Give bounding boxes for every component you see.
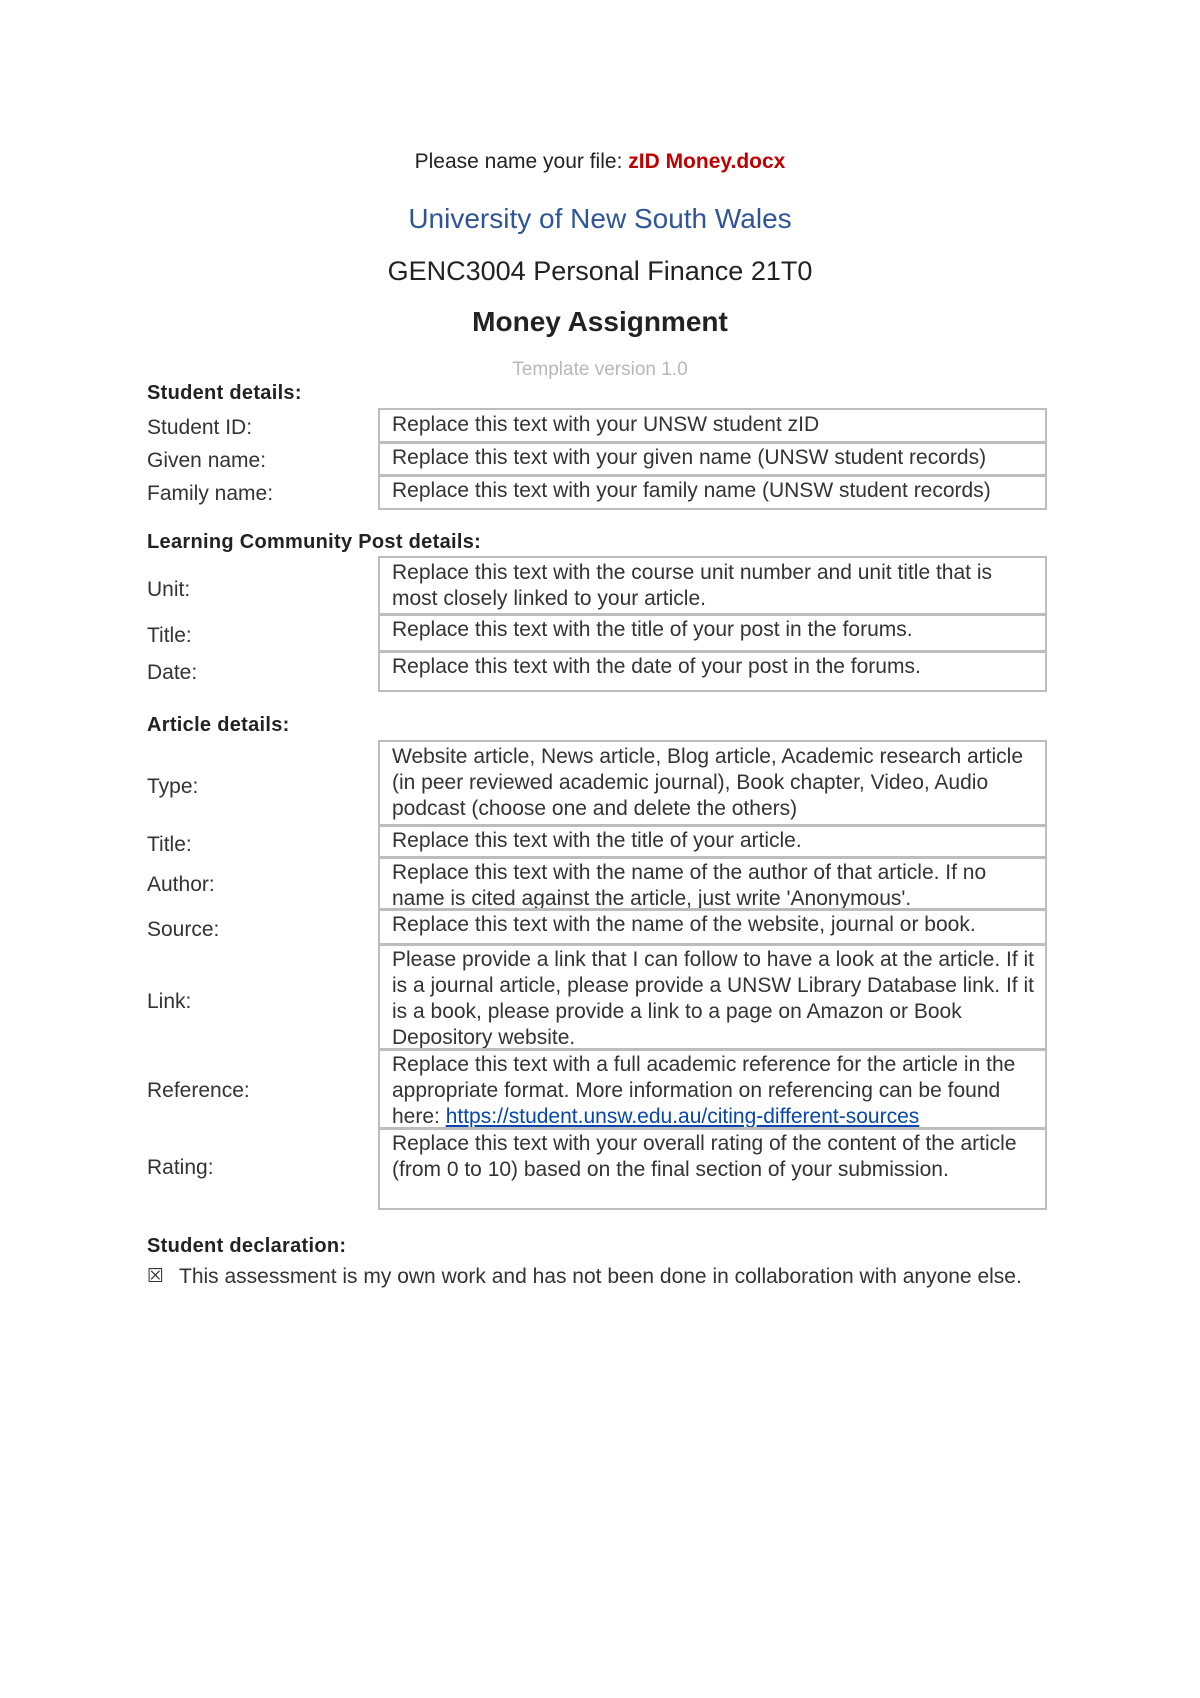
post-unit-field[interactable]: Replace this text with the course unit number and unit title that is most closely linked to your article. <box>378 556 1047 616</box>
article-author-label: Author: <box>147 873 215 896</box>
article-title-field[interactable]: Replace this text with the title of your article. <box>378 824 1047 859</box>
student-details-heading: Student details: <box>147 382 302 404</box>
assignment-title: Money Assignment <box>472 306 728 337</box>
post-unit-label: Unit: <box>147 578 191 601</box>
article-rating-label: Rating: <box>147 1156 214 1179</box>
given-name-field[interactable]: Replace this text with your given name (UNSW student records) <box>378 441 1047 477</box>
post-title-field[interactable]: Replace this text with the title of your post in the forums. <box>378 613 1047 653</box>
article-author-field[interactable]: Replace this text with the name of the author of that article. If no name is cited against the article, just write 'Anonymous'. <box>378 856 1047 911</box>
student-id-label: Student ID: <box>147 416 253 439</box>
article-link-field[interactable]: Please provide a link that I can follow to have a look at the article. If it is a journal article, please provide a UNSW Library Database link. If it is a book, please provide a link to a page on Amazon or Book Depository website. <box>378 943 1047 1051</box>
course-title: GENC3004 Personal Finance 21T0 <box>387 256 813 286</box>
article-source-field[interactable]: Replace this text with the name of the website, journal or book. <box>378 908 1047 946</box>
article-rating-field[interactable]: Replace this text with your overall rating of the content of the article (from 0 to 10) based on the final section of your submission. <box>378 1127 1047 1210</box>
file-naming-prefix: Please name your file: <box>414 150 629 173</box>
given-name-label: Given name: <box>147 449 267 472</box>
article-link-label: Link: <box>147 990 192 1013</box>
article-type-label: Type: <box>147 775 199 798</box>
student-id-field[interactable]: Replace this text with your UNSW student zID <box>378 408 1047 444</box>
article-reference-label: Reference: <box>147 1079 250 1102</box>
declaration-checkbox[interactable]: ☒ <box>147 1266 165 1287</box>
referencing-guide-link[interactable]: https://student.unsw.edu.au/citing-different-sources <box>445 1105 920 1128</box>
post-title-label: Title: <box>147 624 192 647</box>
post-date-field[interactable]: Replace this text with the date of your post in the forums. <box>378 650 1047 692</box>
article-reference-text: Replace this text with a full academic reference for the article in the appropriate format. More information on referencing can be found here: <box>392 1053 1016 1128</box>
file-name: zID Money.docx <box>628 150 786 173</box>
template-version: Template version 1.0 <box>512 359 688 380</box>
article-title-label: Title: <box>147 833 192 856</box>
family-name-label: Family name: <box>147 482 274 505</box>
declaration-heading: Student declaration: <box>147 1235 347 1257</box>
article-details-heading: Article details: <box>147 714 290 736</box>
declaration-text: This assessment is my own work and has not been done in collaboration with anyone else. <box>179 1265 1022 1288</box>
post-date-label: Date: <box>147 661 198 684</box>
article-reference-field[interactable] <box>378 1048 1047 1130</box>
file-naming-instruction <box>0 150 1200 174</box>
family-name-field[interactable]: Replace this text with your family name (UNSW student records) <box>378 474 1047 510</box>
article-type-field[interactable]: Website article, News article, Blog article, Academic research article (in peer reviewed academic journal), Book chapter, Video, Audio podcast (choose one and delete the others) <box>378 740 1047 827</box>
university-title: University of New South Wales <box>408 203 792 234</box>
post-details-heading: Learning Community Post details: <box>147 531 482 553</box>
article-source-label: Source: <box>147 918 220 941</box>
